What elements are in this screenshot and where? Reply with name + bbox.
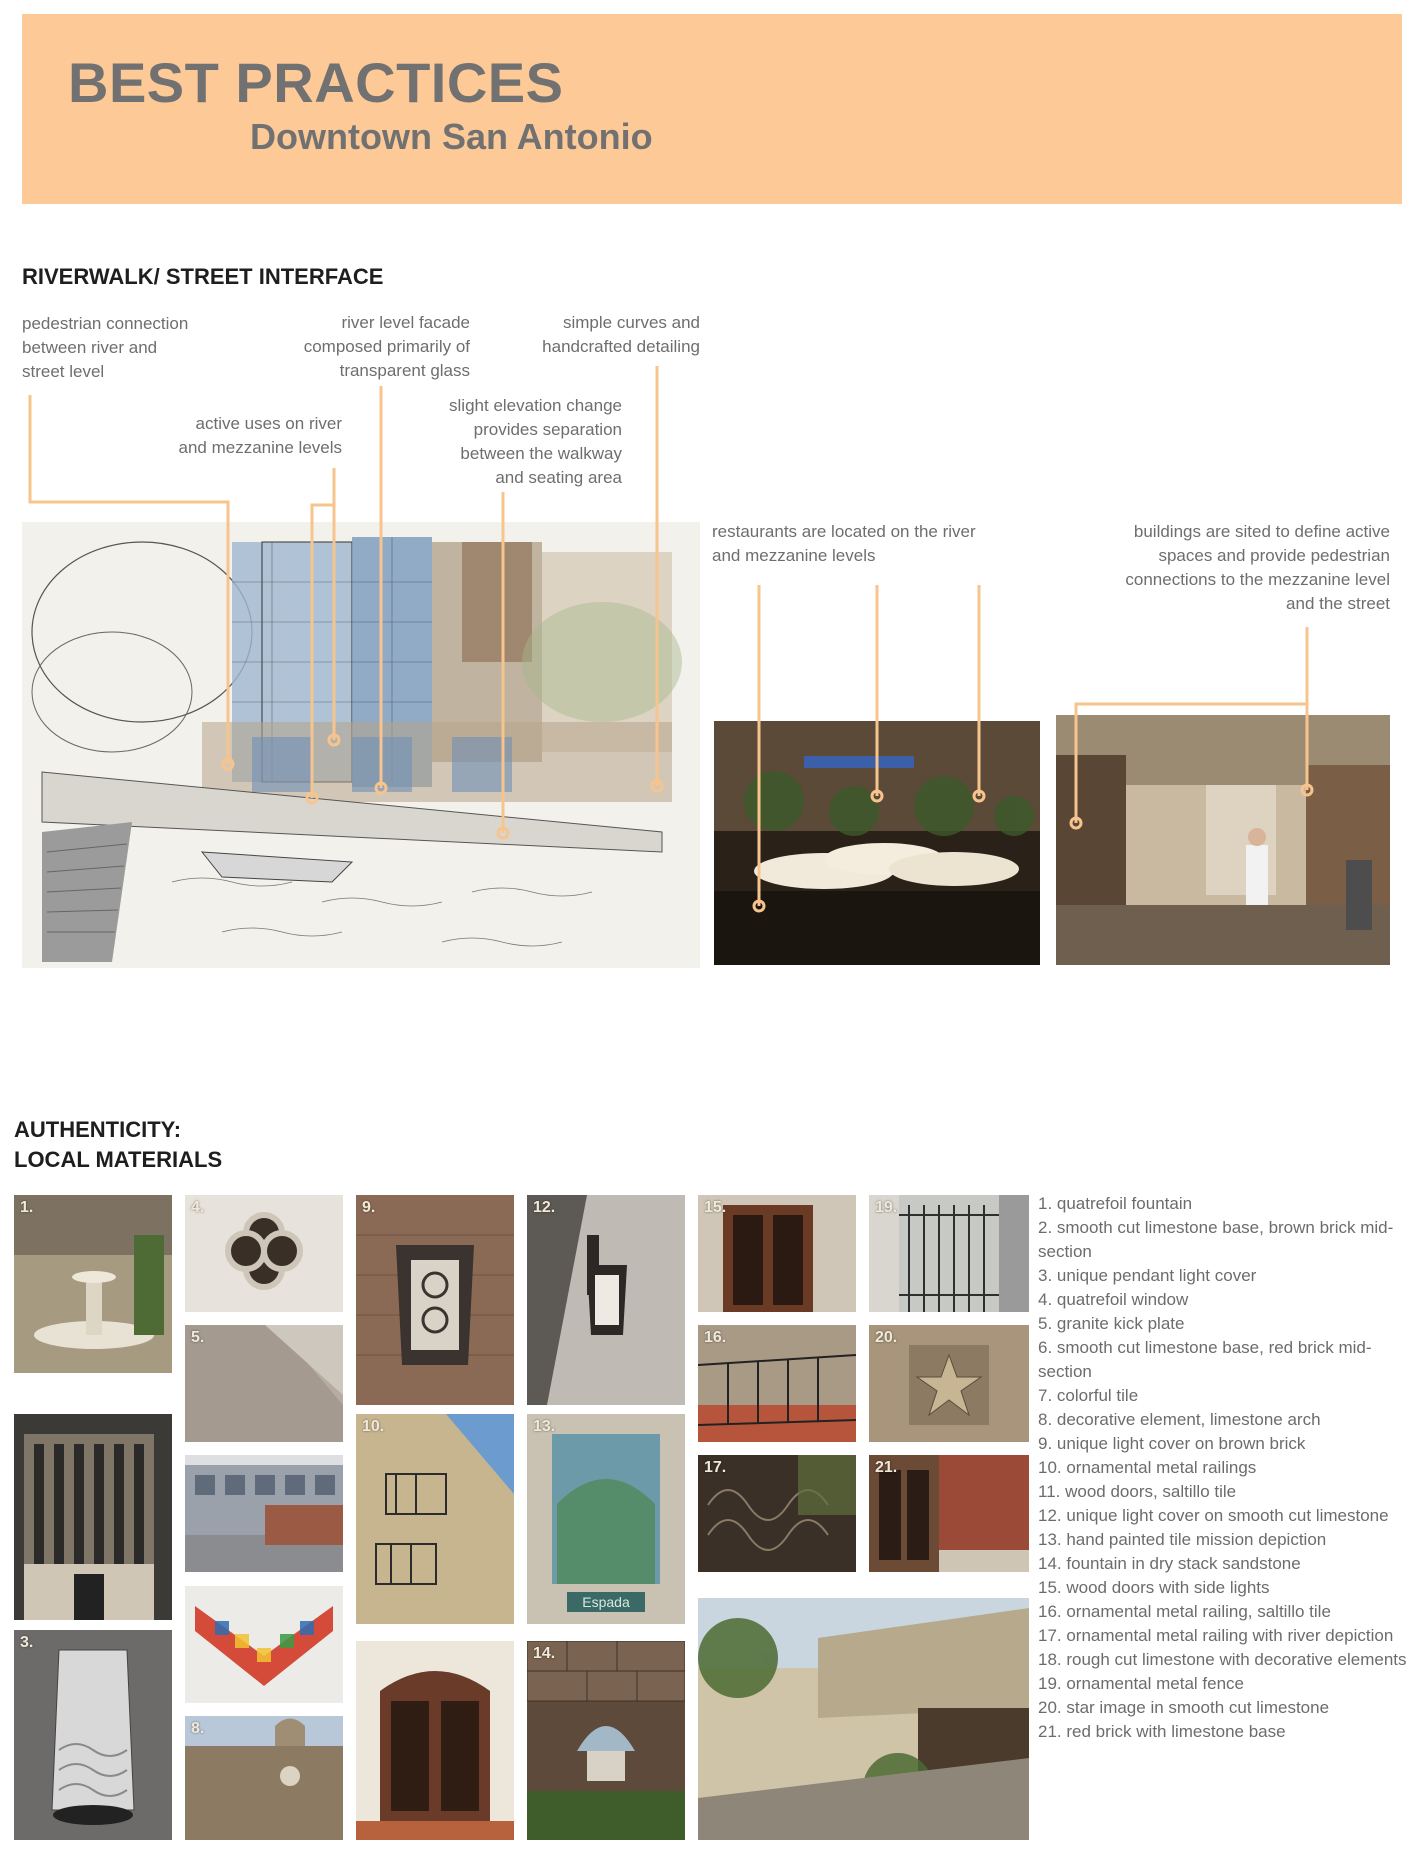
- limestone-arch-photo: [185, 1716, 343, 1840]
- material-photo-9: [356, 1195, 514, 1405]
- materials-list: [1038, 1192, 1408, 1744]
- list-item: 21. red brick with limestone base: [1038, 1722, 1286, 1741]
- list-item: 4. quatrefoil window: [1038, 1290, 1189, 1309]
- photo-number: 8.: [191, 1720, 205, 1737]
- annotation-line: provides separation: [473, 420, 622, 439]
- list-item: 7. colorful tile: [1038, 1386, 1139, 1405]
- photo-number: 20.: [875, 1329, 898, 1346]
- photo-number: 19.: [875, 1199, 898, 1216]
- quatrefoil-window-photo: [185, 1195, 343, 1312]
- material-photo-2: [14, 1414, 172, 1620]
- material-photo-19: [869, 1195, 1029, 1312]
- annotation-line: restaurants are located on the river: [712, 522, 976, 541]
- rough-limestone-riverwalk-photo: [698, 1598, 1029, 1840]
- material-photo-8: [185, 1716, 343, 1840]
- photo-sign-text: Espada: [582, 1594, 630, 1610]
- annotation-line: spaces and provide pedestrian: [1158, 546, 1390, 565]
- list-item: 17. ornamental metal railing with river depiction: [1038, 1626, 1394, 1645]
- list-item: 6. smooth cut limestone base, red brick mid-section: [1038, 1338, 1372, 1381]
- riverwalk-heading: RIVERWALK/ STREET INTERFACE: [22, 264, 384, 289]
- material-photo-10: [356, 1414, 514, 1624]
- photo-number: 5.: [191, 1329, 205, 1346]
- authenticity-heading-line2: LOCAL MATERIALS: [14, 1147, 223, 1172]
- list-item: 13. hand painted tile mission depiction: [1038, 1530, 1327, 1549]
- photo-number: 13.: [533, 1418, 556, 1435]
- photo-number: 17.: [704, 1459, 727, 1476]
- list-item: 20. star image in smooth cut limestone: [1038, 1698, 1330, 1717]
- annotation-line: between river and: [22, 338, 158, 357]
- limestone-red-brick-building-photo: [185, 1455, 343, 1572]
- photo-number: 14.: [533, 1645, 556, 1662]
- annotation-line: buildings are sited to define active: [1133, 522, 1390, 541]
- leader-buildings-b: [1076, 704, 1307, 823]
- list-item: 2. smooth cut limestone base, brown brick mid-section: [1038, 1218, 1394, 1261]
- annotation-line: between the walkway: [460, 444, 622, 463]
- photo-number: 12.: [533, 1199, 556, 1216]
- wood-doors-saltillo-photo: [356, 1641, 514, 1840]
- sandstone-fountain-photo: [527, 1641, 685, 1840]
- material-photo-3: [14, 1630, 172, 1840]
- granite-kick-plate-photo: [185, 1325, 343, 1442]
- material-photo-20: [869, 1325, 1029, 1442]
- photo-number: 10.: [362, 1418, 385, 1435]
- photo-number: 3.: [20, 1634, 34, 1651]
- list-item: 3. unique pendant light cover: [1038, 1266, 1257, 1285]
- annotation-line: and mezzanine levels: [178, 438, 342, 457]
- material-photo-7: [185, 1586, 343, 1703]
- photo-number: 15.: [704, 1199, 727, 1216]
- colorful-tile-photo: [185, 1586, 343, 1703]
- limestone-brick-building-photo: [14, 1414, 172, 1620]
- page-title: BEST PRACTICES: [68, 51, 564, 114]
- page-subtitle: Downtown San Antonio: [250, 116, 653, 157]
- annotation-line: and the street: [1286, 594, 1390, 613]
- annotation-line: street level: [22, 362, 105, 381]
- photo-number: 1.: [20, 1199, 34, 1216]
- material-photo-5: [185, 1325, 343, 1442]
- light-on-limestone-photo: [527, 1195, 685, 1405]
- photo-number: 21.: [875, 1459, 898, 1476]
- leader-pedestrian: [30, 395, 228, 764]
- annotation-line: pedestrian connection: [22, 314, 189, 333]
- material-photo-4: [185, 1195, 343, 1312]
- list-item: 5. granite kick plate: [1038, 1314, 1185, 1333]
- list-item: 10. ornamental metal railings: [1038, 1458, 1257, 1477]
- list-item: 12. unique light cover on smooth cut limestone: [1038, 1506, 1389, 1525]
- material-photo-14: [527, 1641, 685, 1840]
- photo-number: 9.: [362, 1199, 376, 1216]
- tile-mission-depiction-photo: [527, 1414, 685, 1624]
- annotation-line: simple curves and: [562, 313, 700, 332]
- authenticity-heading-line1: AUTHENTICITY:: [14, 1117, 182, 1142]
- annotation-line: composed primarily of: [303, 337, 470, 356]
- annotation-line: connections to the mezzanine level: [1125, 570, 1390, 589]
- annotation-line: and seating area: [495, 468, 622, 487]
- annotation-line: active uses on river: [195, 414, 342, 433]
- leader-active-uses-a: [312, 468, 334, 798]
- annotation-line: and mezzanine levels: [712, 546, 876, 565]
- list-item: 19. ornamental metal fence: [1038, 1674, 1245, 1693]
- list-item: 16. ornamental metal railing, saltillo tile: [1038, 1602, 1331, 1621]
- material-photo-12: [527, 1195, 685, 1405]
- material-photo-6: [185, 1455, 343, 1572]
- list-item: 9. unique light cover on brown brick: [1038, 1434, 1306, 1453]
- photo-number: 4.: [191, 1199, 205, 1216]
- material-photo-13: [527, 1414, 685, 1624]
- pendant-light-photo: [14, 1630, 172, 1840]
- light-on-brick-photo: [356, 1195, 514, 1405]
- photo-number: 16.: [704, 1329, 727, 1346]
- annotation-line: slight elevation change: [449, 396, 622, 415]
- ornamental-railings-photo: [356, 1414, 514, 1624]
- annotation-line: river level facade: [341, 313, 470, 332]
- list-item: 18. rough cut limestone with decorative elements: [1038, 1650, 1407, 1669]
- material-photo-18: [698, 1598, 1029, 1840]
- list-item: 15. wood doors with side lights: [1038, 1578, 1270, 1597]
- material-photo-11: [356, 1641, 514, 1840]
- list-item: 1. quatrefoil fountain: [1038, 1194, 1193, 1213]
- fountain-photo: [14, 1195, 172, 1373]
- annotation-line: transparent glass: [339, 361, 470, 380]
- material-photo-1: [14, 1195, 172, 1373]
- material-photo-17: [698, 1455, 856, 1572]
- material-photo-16: [698, 1325, 856, 1442]
- list-item: 8. decorative element, limestone arch: [1038, 1410, 1321, 1429]
- material-photo-21: [869, 1455, 1029, 1572]
- material-photo-15: [698, 1195, 856, 1312]
- list-item: 14. fountain in dry stack sandstone: [1038, 1554, 1301, 1573]
- annotation-line: handcrafted detailing: [542, 337, 700, 356]
- list-item: 11. wood doors, saltillo tile: [1038, 1482, 1237, 1501]
